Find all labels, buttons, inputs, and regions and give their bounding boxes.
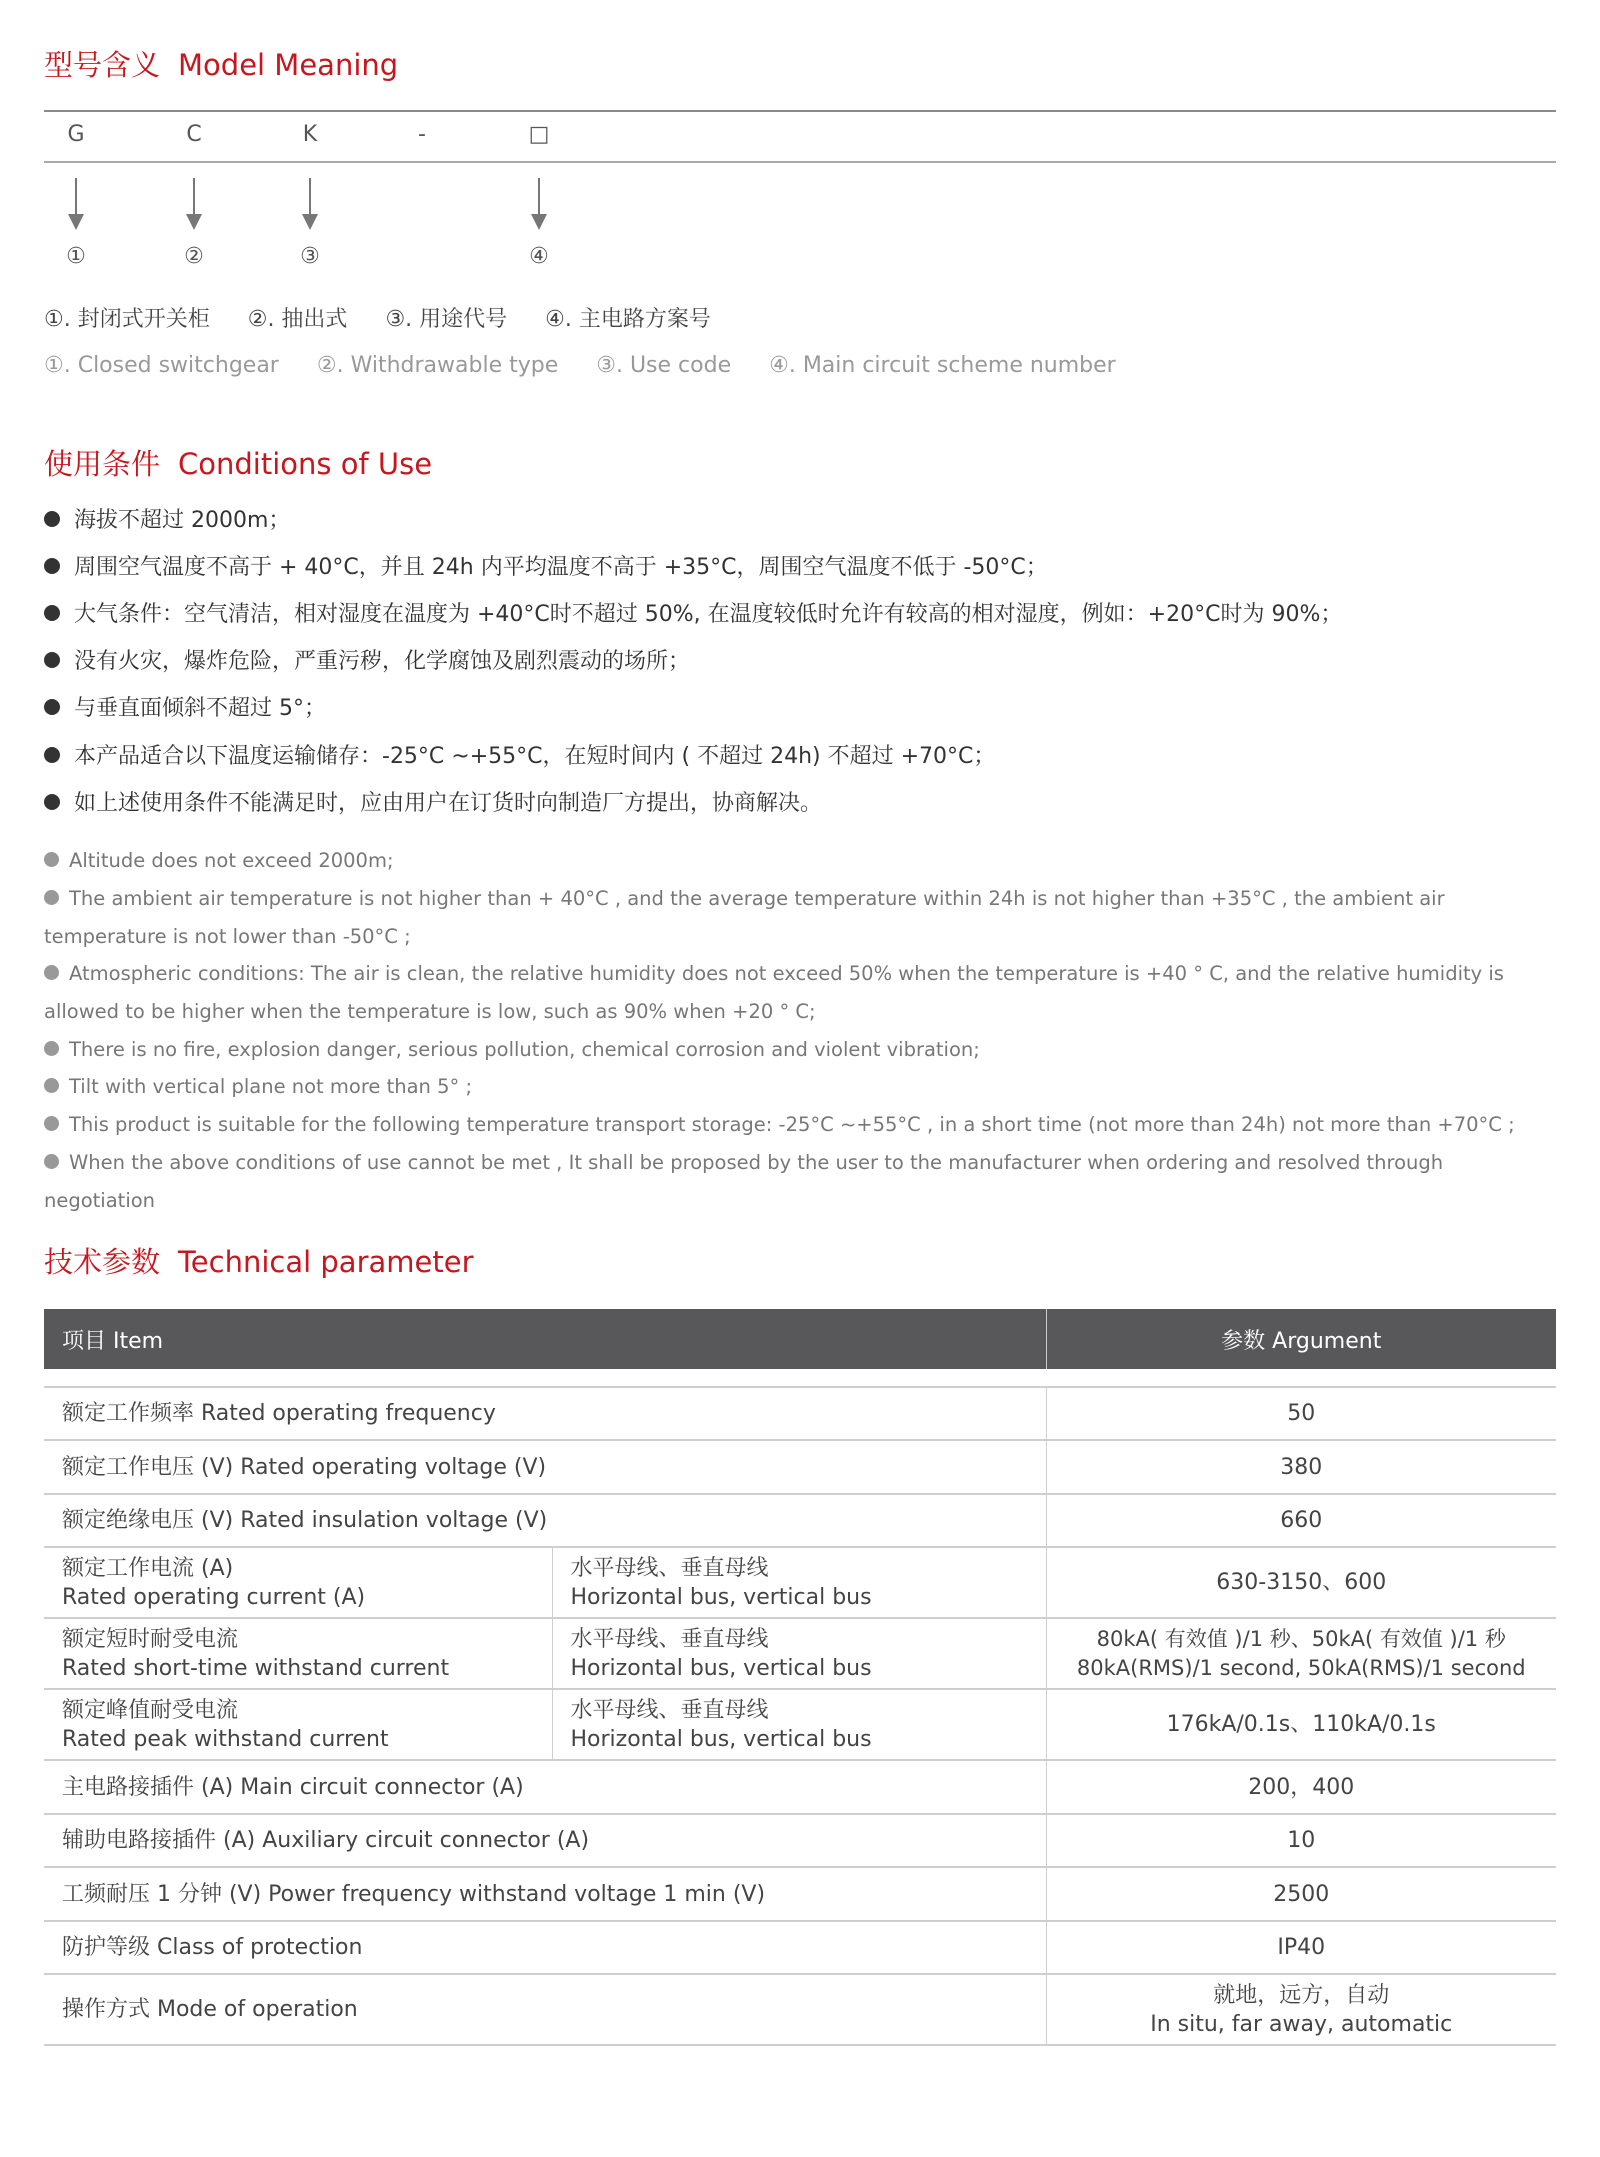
condition-en: Tilt with vertical plane not more than 5° ;: [44, 1068, 1556, 1106]
header-item: 项目 Item: [44, 1309, 1046, 1369]
row-item: 防护等级 Class of protection: [44, 1921, 1046, 1974]
table-row: [44, 1814, 1556, 1867]
row-item: 操作方式 Mode of operation: [44, 1974, 1046, 2045]
legend-cn: [44, 302, 749, 333]
table-row: [44, 1974, 1556, 2045]
legend-item: ②. 抽出式: [247, 307, 348, 332]
item-en: Rated peak withstand current: [62, 1726, 389, 1752]
row-value: 50: [1046, 1387, 1556, 1440]
circle-number: ②: [184, 244, 204, 269]
sub-cn: 水平母线、垂直母线: [570, 1697, 769, 1723]
code-letter: G: [67, 122, 85, 147]
condition-en: Atmospheric conditions: The air is clean, the relative humidity does not exceed 50% when the temperature is +40 ° C, and the relative humidity is allowed to be higher when the temperature is low, such as 90% when +20 ° C;: [44, 955, 1556, 1030]
condition-cn: 如上述使用条件不能满足时，应由用户在订货时向制造厂方提出，协商解决。: [44, 786, 822, 817]
tech-param-table: [44, 1309, 1556, 2046]
row-value: 380: [1046, 1440, 1556, 1494]
divider: [44, 161, 1556, 163]
condition-cn: 本产品适合以下温度运输储存：-25°C ~+55°C，在短时间内 ( 不超过 24h) 不超过 +70°C；: [44, 739, 995, 770]
condition-cn: 没有火灾，爆炸危险，严重污秽，化学腐蚀及剧烈震动的场所；: [44, 644, 690, 675]
legend-item: ④. Main circuit scheme number: [769, 353, 1116, 378]
condition-cn: 大气条件：空气清洁，相对湿度在温度为 +40°C时不超过 50%, 在温度较低时允许有较高的相对湿度，例如：+20°C时为 90%；: [44, 597, 1342, 628]
sub-en: Horizontal bus, vertical bus: [570, 1726, 872, 1752]
legend-item: ③. 用途代号: [385, 307, 508, 332]
title-en: Model Meaning: [178, 48, 399, 82]
value-en: In situ, far away, automatic: [1150, 2011, 1453, 2037]
row-sub: [552, 1547, 1046, 1618]
circle-number: ①: [66, 244, 86, 269]
legend-item: ①. Closed switchgear: [44, 353, 279, 378]
legend-item: ③. Use code: [596, 353, 732, 378]
row-value: 176kA/0.1s、110kA/0.1s: [1046, 1689, 1556, 1760]
value-en: 80kA(RMS)/1 second, 50kA(RMS)/1 second: [1076, 1655, 1526, 1680]
row-value: [1046, 1974, 1556, 2045]
table-row: [44, 1867, 1556, 1921]
item-cn: 额定短时耐受电流: [62, 1626, 239, 1652]
row-item: [44, 1689, 552, 1760]
legend-item: ④. 主电路方案号: [545, 307, 711, 332]
table-row: [44, 1921, 1556, 1974]
row-item: [44, 1618, 552, 1689]
title-cn: 型号含义: [44, 48, 161, 82]
condition-en: Altitude does not exceed 2000m;: [44, 842, 1556, 880]
arrow-down-icon: [309, 178, 311, 218]
row-sub: [552, 1689, 1046, 1760]
divider: [44, 110, 1556, 112]
item-en: Rated operating current (A): [62, 1584, 366, 1610]
item-en: Rated short-time withstand current: [62, 1655, 450, 1681]
row-value: 200，400: [1046, 1760, 1556, 1814]
table-row: [44, 1387, 1556, 1440]
sub-en: Horizontal bus, vertical bus: [570, 1655, 872, 1681]
row-value: [1046, 1618, 1556, 1689]
condition-en: When the above conditions of use cannot be met , It shall be proposed by the user to the manufacturer when ordering and resolved through negotiation: [44, 1144, 1556, 1219]
table-row: [44, 1494, 1556, 1547]
arrow-down-icon: [538, 178, 540, 218]
arrow-down-icon: [75, 178, 77, 218]
condition-cn: 与垂直面倾斜不超过 5°；: [44, 691, 326, 722]
condition-cn: 周围空气温度不高于 + 40°C，并且 24h 内平均温度不高于 +35°C，周围空气温度不低于 -50°C；: [44, 550, 1048, 581]
row-item: 辅助电路接插件 (A) Auxiliary circuit connector (A): [44, 1814, 1046, 1867]
row-value: 660: [1046, 1494, 1556, 1547]
legend-en: [44, 353, 1154, 378]
row-item: 主电路接插件 (A) Main circuit connector (A): [44, 1760, 1046, 1814]
section-title-model: [44, 43, 398, 84]
title-cn: 技术参数: [44, 1245, 161, 1279]
row-value: IP40: [1046, 1921, 1556, 1974]
row-item: 额定绝缘电压 (V) Rated insulation voltage (V): [44, 1494, 1046, 1547]
row-value: 2500: [1046, 1867, 1556, 1921]
sub-cn: 水平母线、垂直母线: [570, 1626, 769, 1652]
title-en: Technical parameter: [178, 1245, 474, 1279]
section-title-conditions: [44, 442, 432, 483]
table-row: [44, 1760, 1556, 1814]
condition-en: The ambient air temperature is not higher than + 40°C , and the average temperature within 24h is not higher than +35°C , the ambient air temperature is not lower than -50°C ;: [44, 880, 1556, 955]
row-item: 工频耐压 1 分钟 (V) Power frequency withstand voltage 1 min (V): [44, 1867, 1046, 1921]
value-cn: 80kA( 有效值 )/1 秒、50kA( 有效值 )/1 秒: [1096, 1626, 1506, 1651]
code-letter: -: [418, 122, 426, 147]
sub-en: Horizontal bus, vertical bus: [570, 1584, 872, 1610]
item-cn: 额定峰值耐受电流: [62, 1697, 239, 1723]
code-letter: □: [528, 122, 550, 147]
header-argument: 参数 Argument: [1046, 1309, 1556, 1369]
row-value: 630-3150、600: [1046, 1547, 1556, 1618]
circle-number: ④: [529, 244, 549, 269]
circle-number: ③: [300, 244, 320, 269]
item-cn: 额定工作电流 (A): [62, 1555, 234, 1581]
row-value: 10: [1046, 1814, 1556, 1867]
table-row: [44, 1547, 1556, 1618]
legend-item: ②. Withdrawable type: [316, 353, 559, 378]
code-letter: K: [302, 122, 318, 147]
value-cn: 就地，远方，自动: [1213, 1982, 1390, 2008]
row-item: 额定工作频率 Rated operating frequency: [44, 1387, 1046, 1440]
row-sub: [552, 1618, 1046, 1689]
arrow-down-icon: [193, 178, 195, 218]
row-item: 额定工作电压 (V) Rated operating voltage (V): [44, 1440, 1046, 1494]
table-row: [44, 1440, 1556, 1494]
sub-cn: 水平母线、垂直母线: [570, 1555, 769, 1581]
section-title-tech: [44, 1240, 474, 1281]
condition-en: There is no fire, explosion danger, serious pollution, chemical corrosion and violent vibration;: [44, 1031, 1556, 1069]
code-letter: C: [186, 122, 202, 147]
condition-en: This product is suitable for the following temperature transport storage: -25°C ~+55°C , in a short time (not more than 24h) not more than +70°C ;: [44, 1106, 1556, 1144]
table-row: [44, 1618, 1556, 1689]
row-item: [44, 1547, 552, 1618]
title-en: Conditions of Use: [178, 447, 433, 481]
title-cn: 使用条件: [44, 447, 161, 481]
legend-item: ①. 封闭式开关柜: [44, 307, 210, 332]
table-row: [44, 1689, 1556, 1760]
condition-cn: 海拔不超过 2000m；: [44, 503, 290, 534]
